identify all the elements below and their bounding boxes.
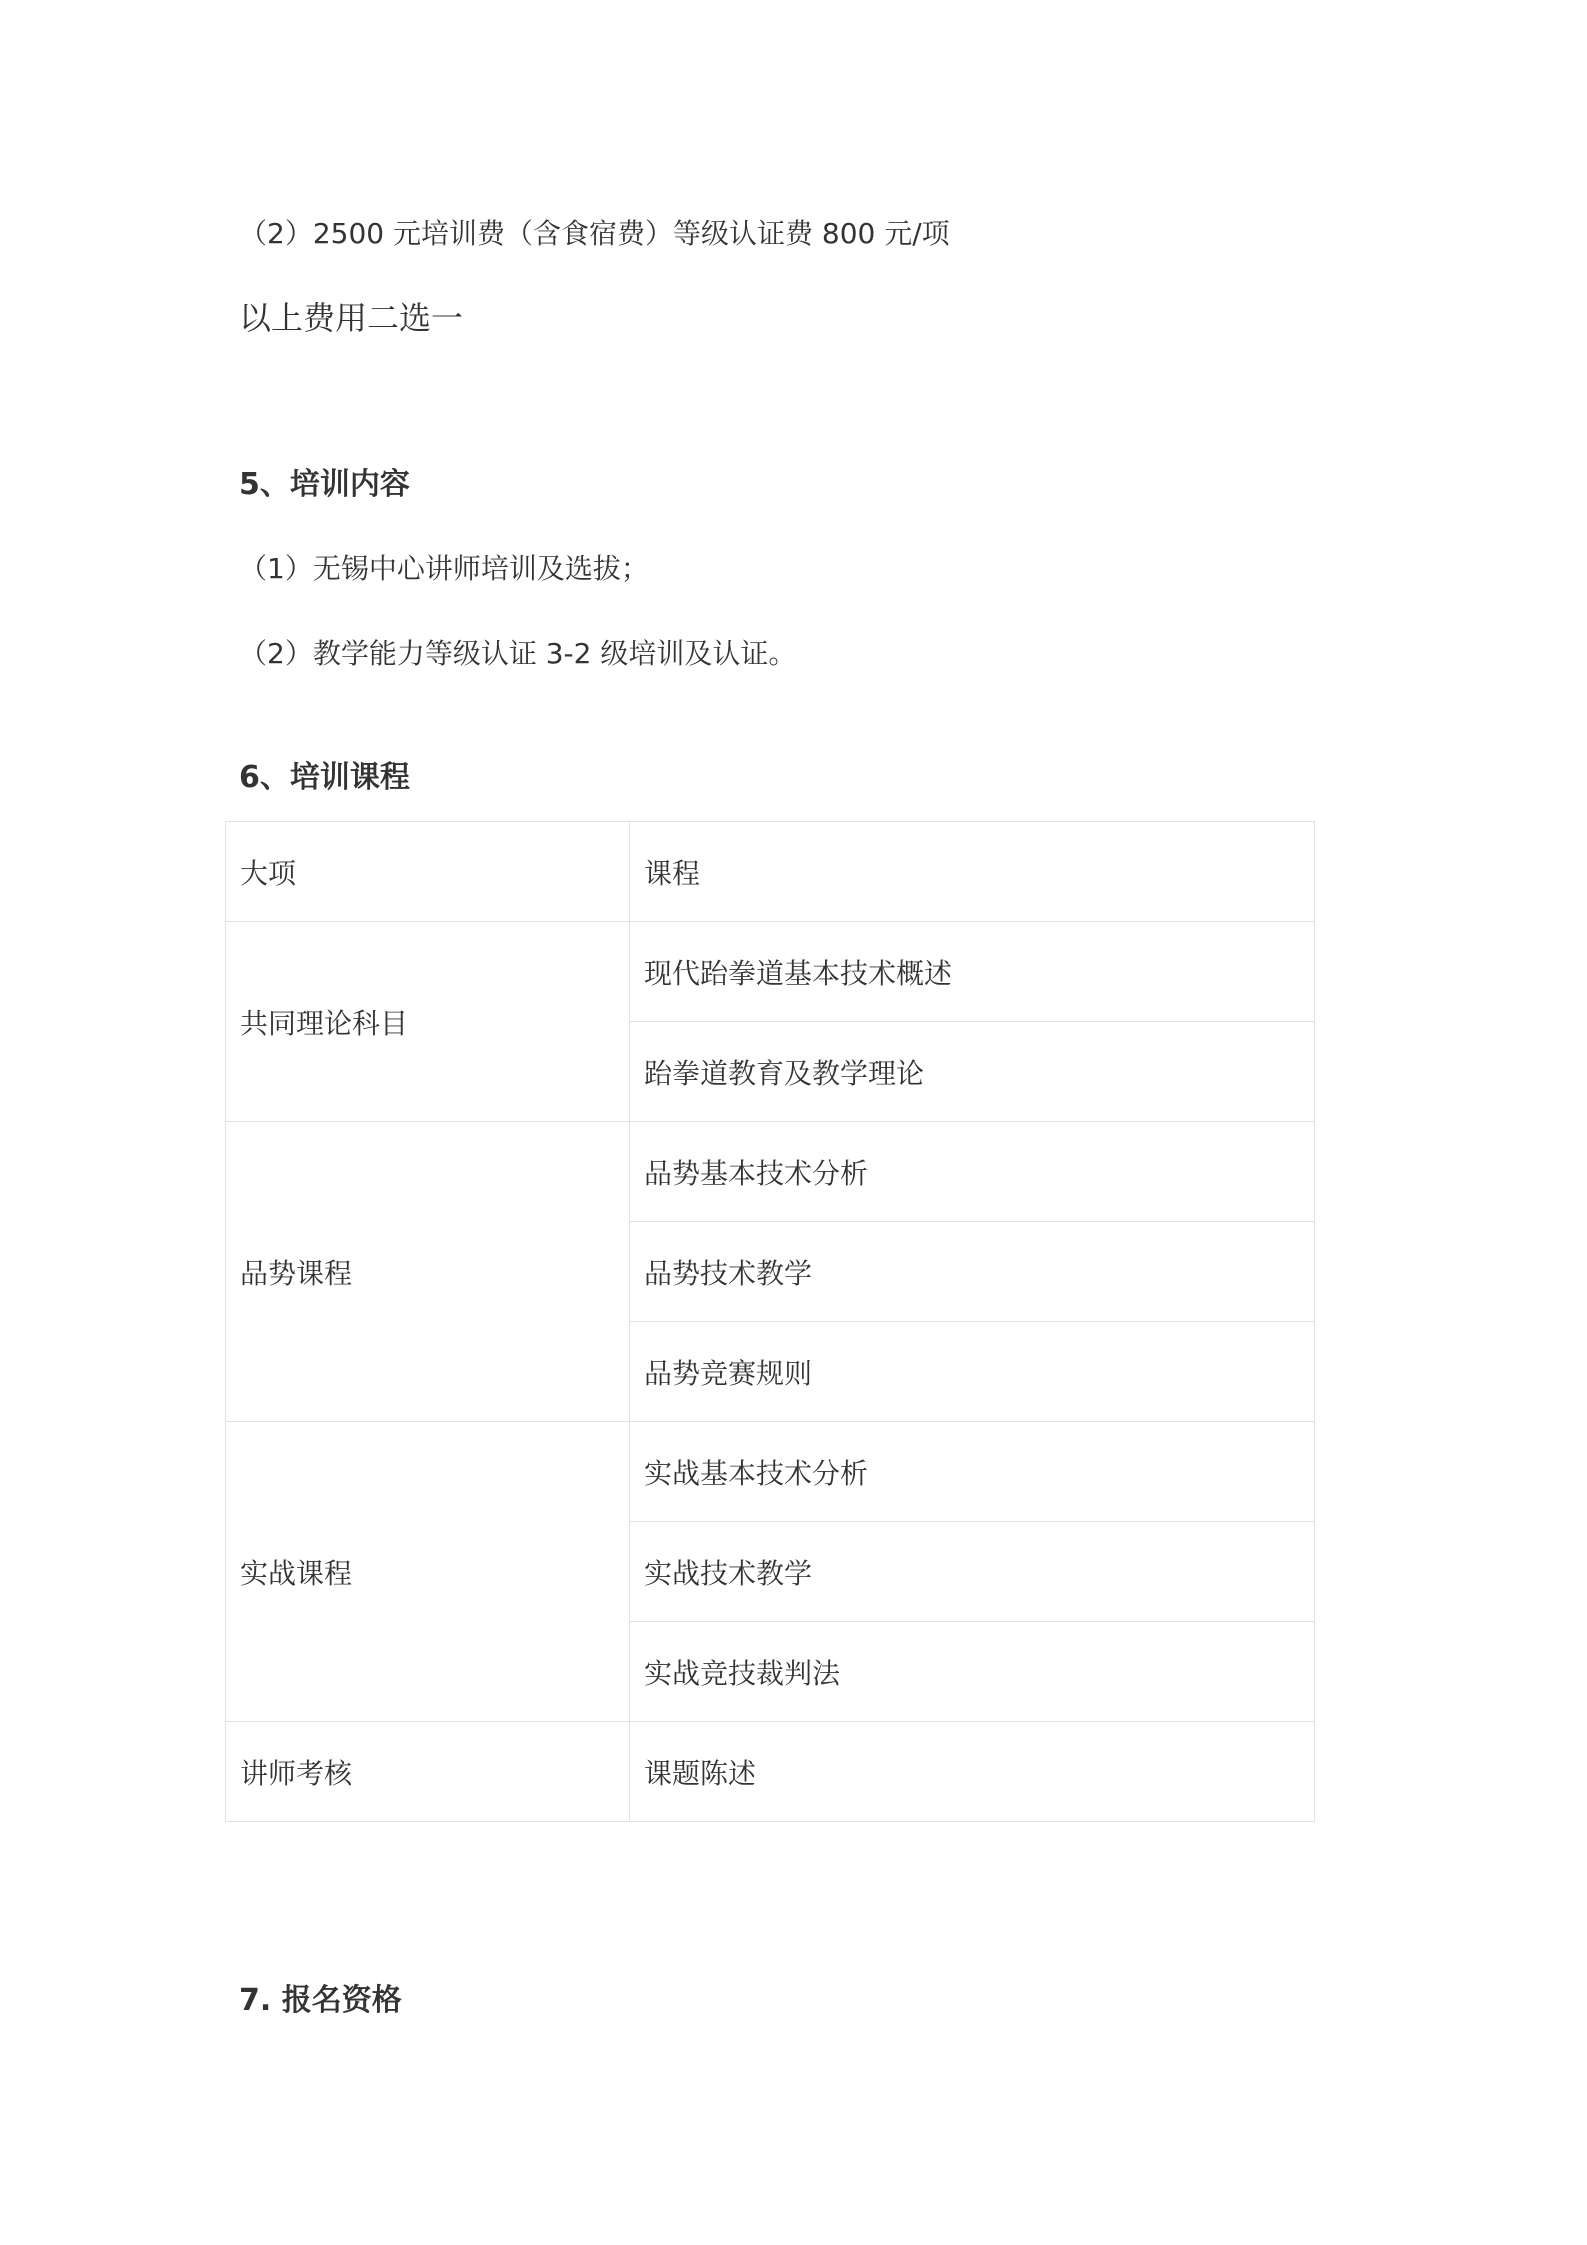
fee-choice-note: 以上费用二选一	[239, 299, 464, 337]
column-header-course: 课程	[630, 822, 1315, 922]
course-cell: 实战技术教学	[630, 1522, 1315, 1622]
course-cell: 品势技术教学	[630, 1222, 1315, 1322]
course-cell: 实战竞技裁判法	[630, 1622, 1315, 1722]
section-7-heading: 7. 报名资格	[239, 1983, 402, 2018]
category-cell: 共同理论科目	[226, 922, 630, 1122]
training-content-item: （1）无锡中心讲师培训及选拔；	[239, 552, 649, 585]
course-cell: 课题陈述	[630, 1722, 1315, 1822]
category-cell: 讲师考核	[226, 1722, 630, 1822]
column-header-category: 大项	[226, 822, 630, 922]
category-cell: 品势课程	[226, 1122, 630, 1422]
course-table	[225, 821, 1315, 1822]
course-cell: 跆拳道教育及教学理论	[630, 1022, 1315, 1122]
section-5-heading: 5、培训内容	[239, 467, 410, 502]
course-cell: 品势竞赛规则	[630, 1322, 1315, 1422]
table-row	[226, 922, 1315, 1022]
category-cell: 实战课程	[226, 1422, 630, 1722]
table-row	[226, 1722, 1315, 1822]
course-cell: 现代跆拳道基本技术概述	[630, 922, 1315, 1022]
training-content-item: （2）教学能力等级认证 3-2 级培训及认证。	[239, 637, 797, 670]
course-cell: 品势基本技术分析	[630, 1122, 1315, 1222]
table-header-row	[226, 822, 1315, 922]
table-row	[226, 1422, 1315, 1522]
fee-option-2: （2）2500 元培训费（含食宿费）等级认证费 800 元/项	[239, 217, 950, 250]
table-row	[226, 1122, 1315, 1222]
section-6-heading: 6、培训课程	[239, 760, 410, 795]
course-cell: 实战基本技术分析	[630, 1422, 1315, 1522]
